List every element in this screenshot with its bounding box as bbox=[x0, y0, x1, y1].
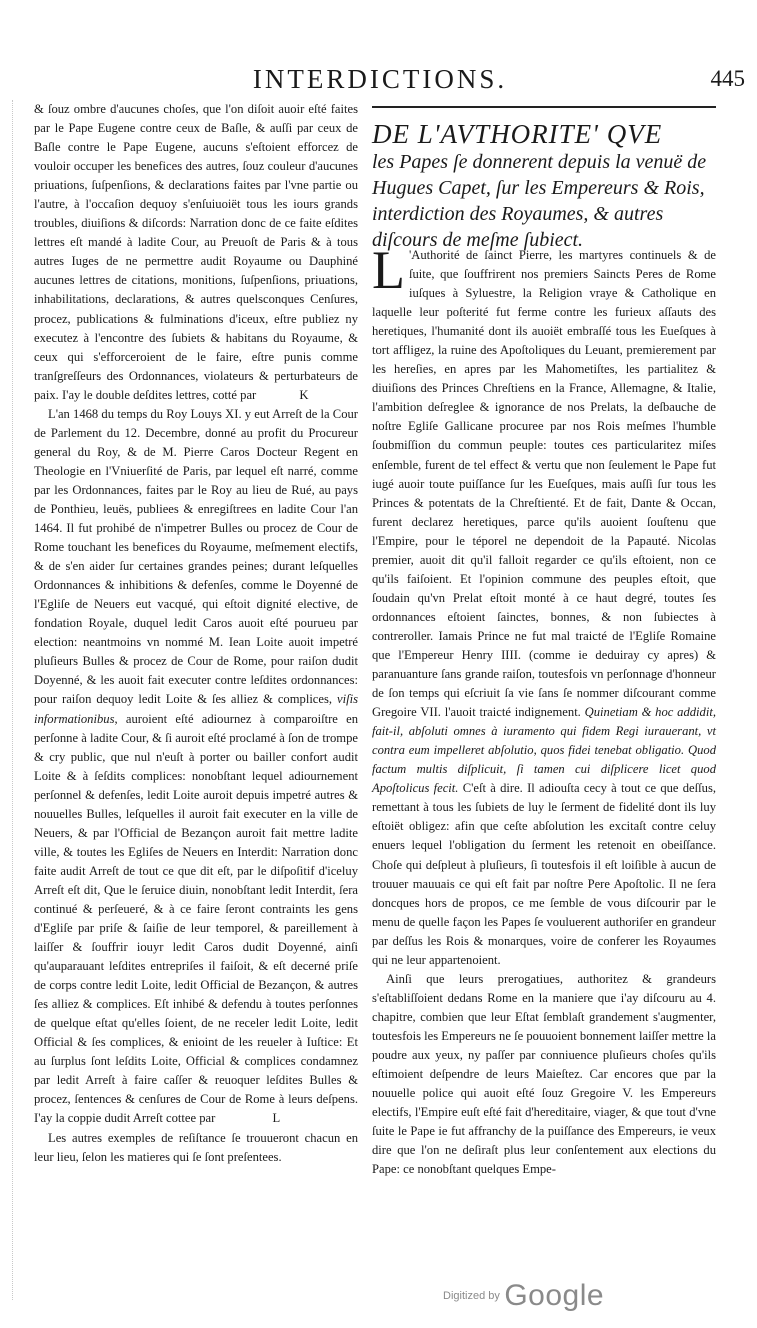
left-column bbox=[34, 100, 358, 1167]
page-number: 445 bbox=[710, 66, 745, 91]
digitized-label: Digitized by bbox=[443, 1290, 500, 1302]
left-paragraph-1-text: & ſouz ombre d'aucunes choſes, que l'on diſoit auoir eſté faites par le Pape Eugene contre ceux de Baſle, & auſſi par ceux de Baſle contre le Pape Eugene, aucuns s'eſtoient efforcez de vouloir occuper les benefices des autres, ſouz couleur d'aucunes priuations, ſuſpenſions, & declarations faites par l'vne partie ou l'autre, à l'occaſion dequoy s'enſuiuoiët tous les iours grands troubles, diuiſions & diſcords: Narration donc de ce faite eſdites lettres eſt mandé à ladite Cour, au Preuoſt de Paris & à tous autres Iuges de ne permettre audit Royaume ou Dauphiné aucunes lettres de citations, monitions, ſuſpenſions, priuations, inhabilitations, declarations, & autres quelsconques Cenſures, procez, publications & fulminations d'iceux, eſtre publiez ny executez à l'encontre des ſubiets & habitans du Royaume, & ceux qui s'efforceroient de le faire, eſtre punis comme tranſgreſſeurs des Ordonnances, violateurs & perturbateurs de paix. I'ay le double deſdites lettres, cotté par bbox=[34, 102, 358, 402]
drop-cap: L bbox=[372, 240, 405, 300]
right-paragraph-1-text: 'Authorité de ſainct Pierre, les martyres continuels & de ſuite, que ſouffrirent nos premiers Saincts Peres de Rome iuſques à Syluestre, la Religion vraye & Catholique en laquelle leur poſterité fut ferme contre les furieux aſſauts des heretiques, l'humanité dont ils auoiët embraſſé tous les Eueſques à tort affligez, la ruine des Apoſtoliques du Leuant, premierement par les hereſies, en apres par les Mahometiſtes, les partialitez & diuiſions des Princes Chreſtiens en la France, Allemagne, & Italie, l'ambition deſreglee & ignorance de nos Prelats, la deſbauche de noſtre Egliſe Gallicane procuree par nos Rois meſmes l'humble ſoubmiſſion du commun peuple: toutes ces particularitez miſes enſemble, furent de tel effect & vertu que non ſeulement le Pape fut iugé auoir toute puiſſance ſur les Eueſques, mais auſſi ſur tous les Princes & potentats de la Chreſtienté. Et de fait, Dante & Occan, furent declarez heretiques, parce qu'ils auoient ſouſtenu que l'Empire, pour le téporel ne dependoit de la Papauté. Nicolas premier, auoit dit qu'il falloit regarder ce qu'ils eſtoient, non ce qu'ils faiſoient. Et l'opinion commune des peuples eſtoit, que ſoudain qu'vn Prelat eſtoit monté à ce haut degré, toutes ſes ordonnances eſtoient ſainctes, bonnes, & non ſubiectes à contreroller. Iamais Prince ne fut mal traicté de l'Egliſe Romaine que l'Empereur Henry IIII. (comme ie deduiray cy apres) & paranuanture ſans grande raiſon, toutesfois vn perſonnage d'honneur de ſon temps qui eſcriuit ſa vie ſans ſe nommer diſcourant comme Gregoire VII. l'auoit traicté indignement. bbox=[372, 248, 716, 720]
margin-marker-k: K bbox=[299, 387, 309, 402]
google-logo: Google bbox=[504, 1279, 605, 1312]
section-rule bbox=[372, 106, 716, 108]
section-heading-rest: les Papes ſe donnerent depuis la venuë de Hugues Capet, ſur les Empereurs & Rois, interdiction des Royaumes, & autres diſcours de meſme ſubiect. bbox=[372, 151, 707, 251]
right-paragraph-1 bbox=[372, 240, 716, 970]
left-paragraph-3-text: Les autres exemples de reſiſtance ſe trouueront chacun en leur lieu, ſelon les matieres qui ſe ſont preſentees. bbox=[34, 1130, 358, 1164]
left-paragraph-1 bbox=[34, 100, 358, 405]
latin-phrase: viſis informationibus bbox=[34, 692, 358, 726]
left-paragraph-2-continuation: , auroient eſté adiournez à comparoiſtre en perſonne à ladite Cour, & ſi auroit eſté proclamé à ſon de trompe & cry public, que nul n'euſt à porter ou bailler confort audit Loite & à ſeſdits complices: nonobſtant lequel adiournement perſonnel & defenſes, ledit Loite auroit depuis impetré autres & nouuelles Bulles, leſquelles il auroit fait executer en la ville de Neuers, & par l'Official de Bezançon auroit fait mettre ladite ville, & toutes les Egliſes de Neuers en Interdit: Narration donc faite audit Arreſt de tout ce que dit eſt, par le diſpoſitif d'iceluy Arreſt eſt dit, Que le ſeruice diuin, nonobſtant ledit Interdit, ſera continué & perſeueré, & à ce faire ſeront contraints les gens d'Egliſe par priſe & ſaiſie de leur temporel, & pareillement à laiſſer & ſouffrir iouyr ledit Caros dudit Doyenné, ainſi qu'auparauant leſdites entrepriſes il faiſoit, & eſt decerné priſe de corps contre ledit Loite, ledit Official de Bezançon, & autres ſes alliez & complices. Eſt inhibé & defendu à toutes perſonnes de quelque eſtat qu'elles ſoient, de ne receler ledit Loite, ledit Official & ſes complices, & enioint de les reueler à Iuſtice: Et au ſurplus ſont leſdits Loite, Official & complices condamnez par ledit Arreſt à faire caſſer & reuoquer leſdites Bulles & procez, ſentences & cenſures de Cour de Rome à leurs deſpens. I'ay la coppie dudit Arreſt cottee par bbox=[34, 711, 358, 1126]
latin-quotation: Quinetiam & hoc addidit, fait-il, abſoluti omnes à iuramento qui fidem Regi iurauerant, vt contra eum impelleret abſolutio, quos fidei tenebat obligatio. Quod factum multis diſplicuit, ſi tamen cui diſplicere licet quod Apoſtolicus fecit. bbox=[372, 705, 716, 796]
left-paragraph-2-text: L'an 1468 du temps du Roy Louys XI. y eut Arreſt de la Cour de Parlement du 12. Decembre, donné au profit du Procureur general du Roy, & de M. Pierre Caros Docteur Regent en Theologie en l'Vniuerſité de Paris, par lequel eſt narré, comme par les Ordonnances, faites par le Roy au lieu de Rué, au pays de Ponthieu, leuës, publiees & enregiſtrees en ladite Cour l'an 1464. Il fut prohibé de n'impetrer Bulles ou procez de Cour de Rome touchant les benefices du Royaume, meſmement electifs, & de s'en aider ſur certaines grandes peines; durant leſquelles Ordonnances & inhibitions & defenſes, comme le Doyenné de l'Egliſe de Neuers eut vacqué, qui eſtoit dignité elective, de fondation Royale, duquel ledit Caros auoit eſté pourueu par election: neantmoins vn nommé M. Iean Loite auoit impetré pluſieurs Bulles & procez de Cour de Rome, pour raiſon dudit Doyenné, & les auoit fait executer contre leſdites ordonnances: pour raiſon dequoy ledit Loite & ſes alliez & complices, bbox=[34, 406, 358, 707]
running-title: INTERDICTIONS. bbox=[252, 64, 508, 94]
right-paragraph-1-continuation: C'eſt à dire. Il adiouſta cecy à tout ce que deſſus, remettant à tous les ſubiets de luy le ſerment de fidelité dont ils luy eſtoiët obligez: afin que ceſte abſolution les excitaſt contre celuy enuers lequel l'obligation du ſerment les retenoit en obeiſſance. Choſe qui deſpleut à pluſieurs, ſi toutesfois il eſt loiſible à aucun de trouuer mauuais ce qui eſt fait par noſtre Pere Apoſtolic. Il ne ſera doncques hors de propos, ce me ſemble de vous diſcourir par le menu de quelle façon les Papes ſe vouluerent authoriſer en grandeur par deſſus les Rois & monarques, voire de conferer les Royaumes qui ne leur appartenoient. bbox=[372, 781, 716, 967]
section-heading bbox=[372, 119, 716, 253]
right-paragraph-2 bbox=[372, 970, 716, 1180]
digitized-credit bbox=[443, 1279, 604, 1313]
right-column bbox=[372, 240, 716, 1179]
page-gutter bbox=[12, 100, 13, 1300]
left-paragraph-2 bbox=[34, 405, 358, 1129]
margin-marker-l: L bbox=[272, 1111, 281, 1126]
left-paragraph-3 bbox=[34, 1129, 358, 1167]
right-paragraph-2-text: Ainſi que leurs prerogatiues, authoritez & grandeurs s'eſtabliſſoient dedans Rome en la maniere que i'ay diſcouru au 4. chapitre, combien que leur Eſtat ſemblaſt grandement s'augmenter, toutesfois les Empereurs ne ſe pouuoient bonnement laiſſer mettre la poudre aux yeux, ny paſſer par conniuence pluſieurs choſes qu'ils eſtimoient deſpendre de leurs Maieſtez. Car encores que par la nouuelle police qui auoit eſté ſouz Gregoire V. les Empereurs electifs, l'Empire euſt eſté fait d'hereditaire, viager, & que tout d'vne ſuite le Pape ie fut affranchy de la puiſſance des Empereurs, ie veux dire que l'on ne deſiraſt plus leur conſentement aux elections du Pape: ce nonobſtant quelques Empe- bbox=[372, 971, 716, 1177]
section-heading-line-1: DE L'AVTHORITE' QVE bbox=[372, 119, 663, 149]
